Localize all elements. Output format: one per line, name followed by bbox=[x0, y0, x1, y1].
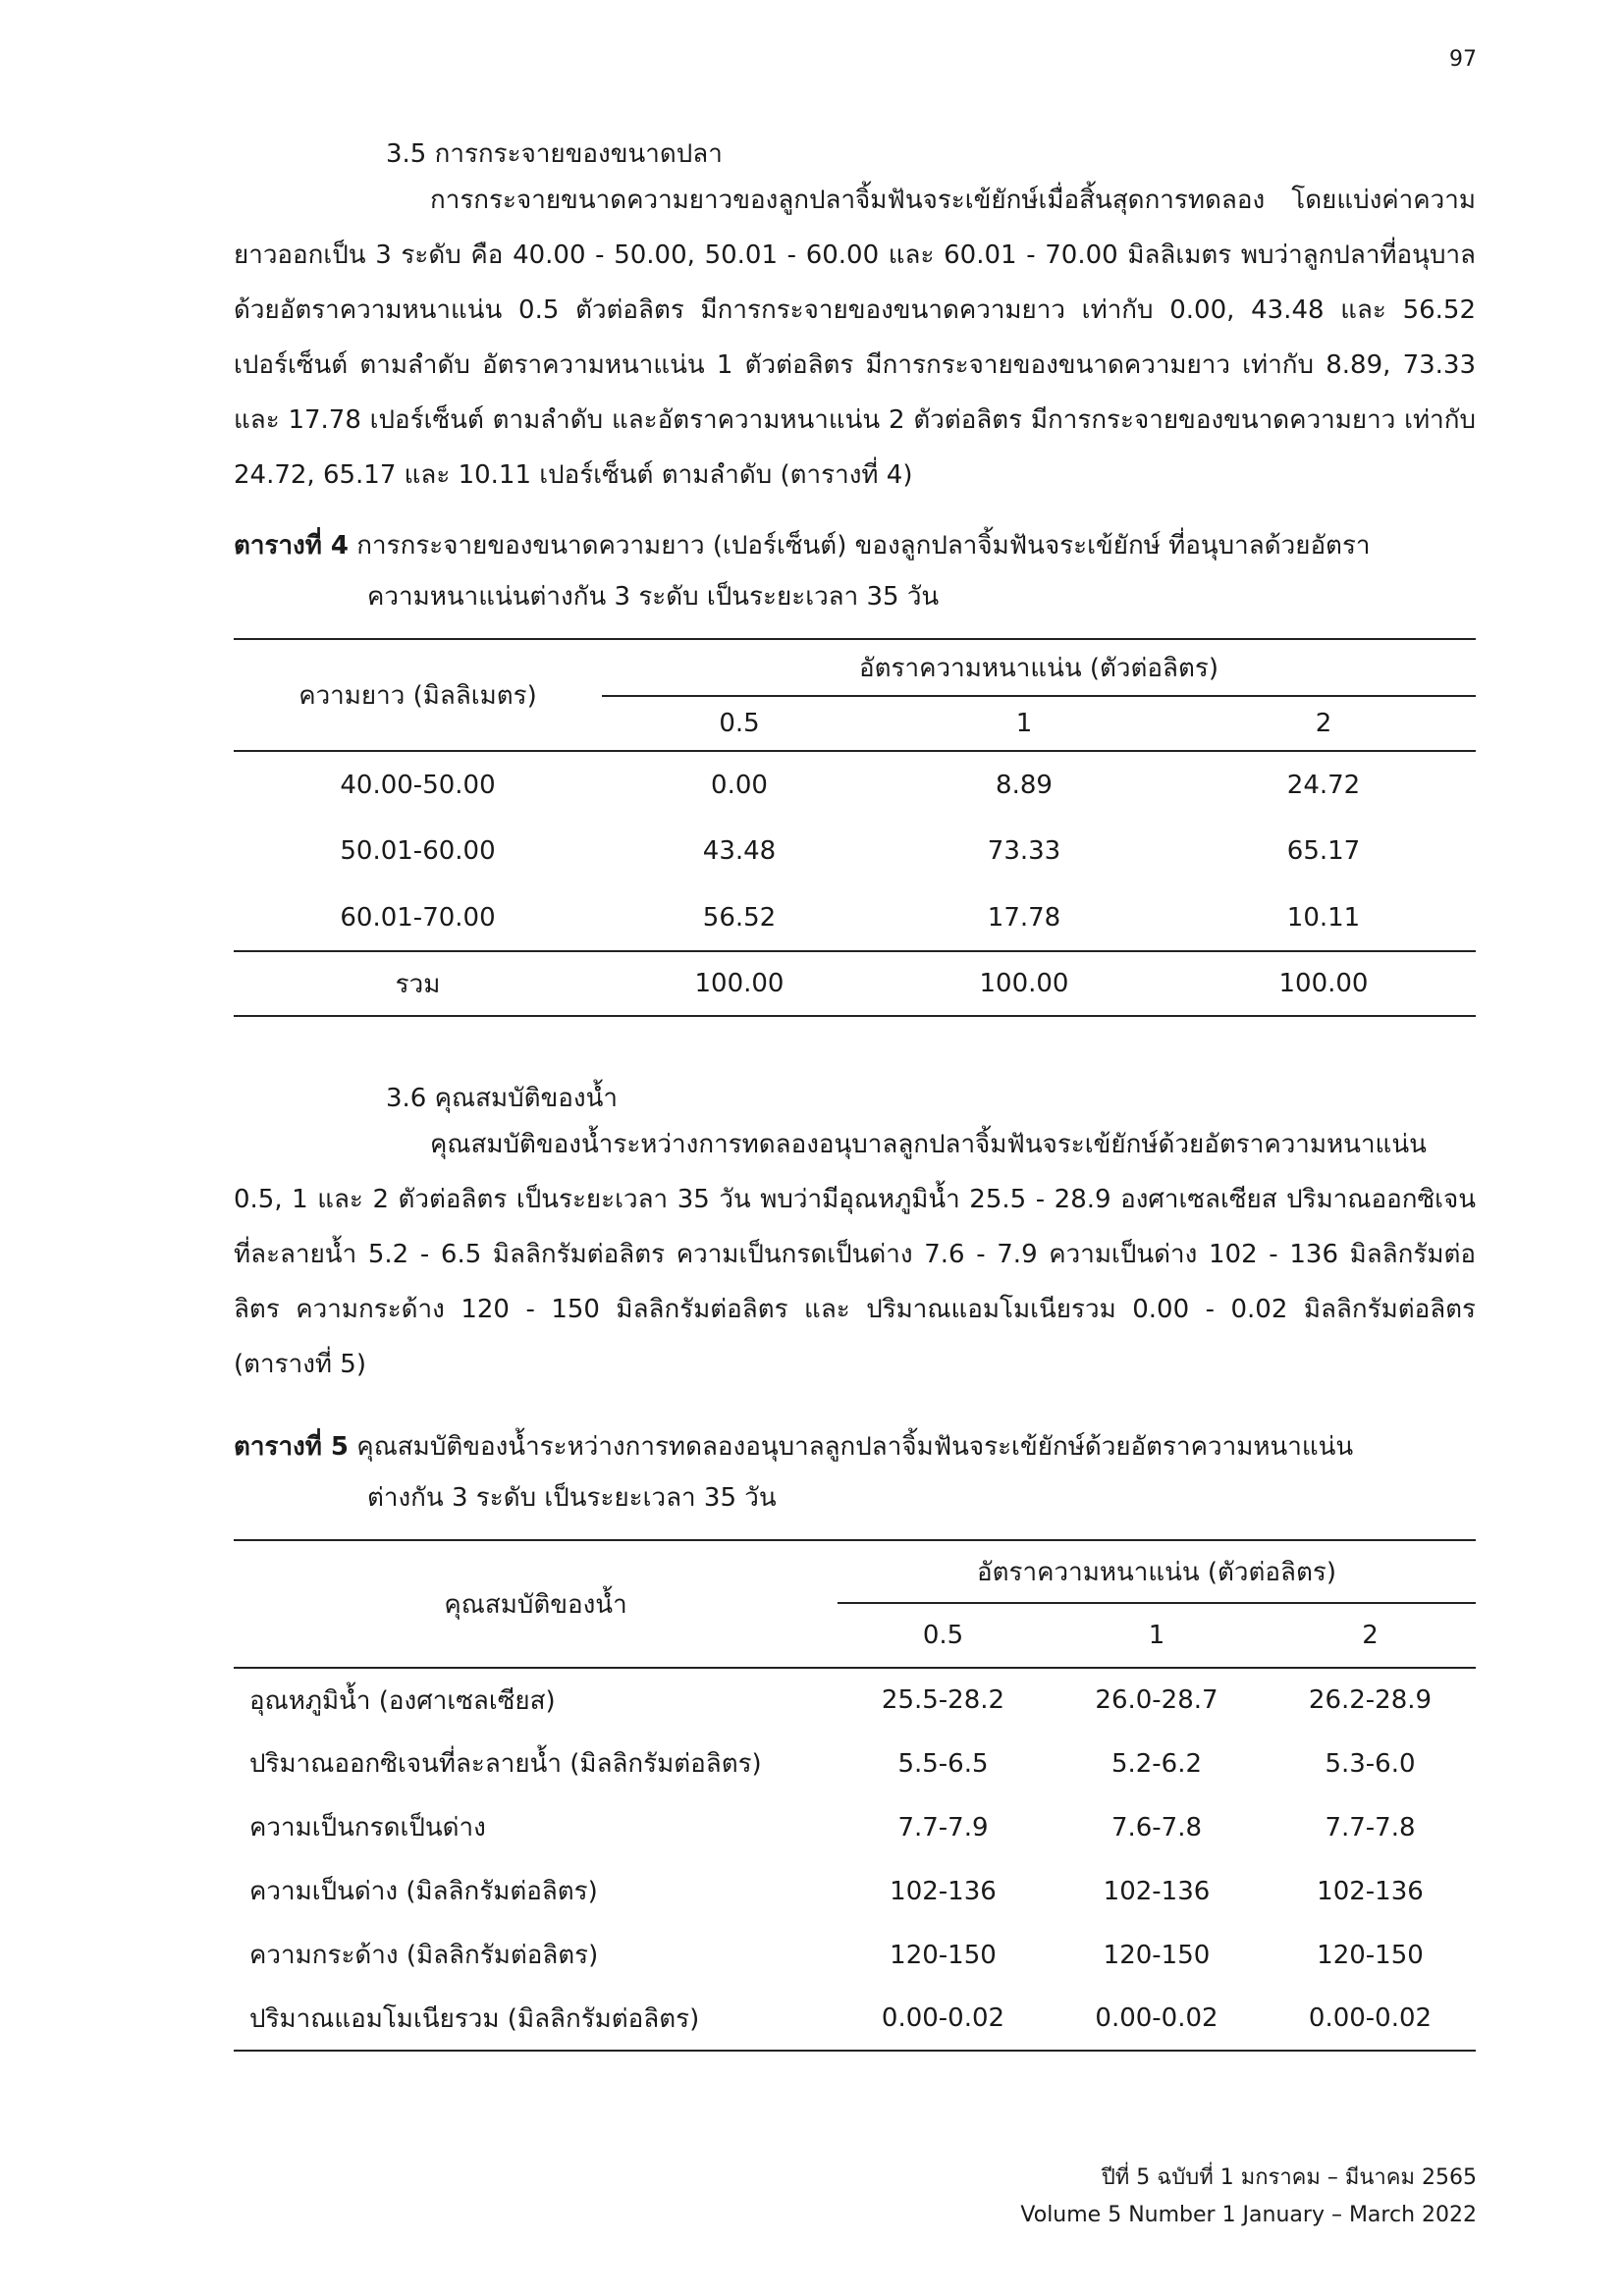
footer-english: Volume 5 Number 1 January – March 2022 bbox=[1020, 2203, 1477, 2227]
table-row bbox=[234, 1987, 1476, 2051]
cell: 10.11 bbox=[1171, 884, 1476, 951]
table4-label: ตารางที่ 4 bbox=[234, 531, 350, 561]
table5-group-header: อัตราความหนาแน่น (ตัวต่อลิตร) bbox=[838, 1540, 1476, 1603]
cell: 0.00-0.02 bbox=[1049, 1987, 1265, 2051]
table5-caption bbox=[234, 1421, 1476, 1523]
cell: 102-136 bbox=[1317, 1876, 1424, 1906]
table4-group-header: อัตราความหนาแน่น (ตัวต่อลิตร) bbox=[602, 639, 1476, 696]
table-row bbox=[234, 1859, 1476, 1923]
cell: 43.48 bbox=[702, 836, 777, 866]
total-label: รวม bbox=[234, 951, 602, 1016]
table5-col-header: 0.5 bbox=[838, 1603, 1049, 1668]
cell: 7.7-7.9 bbox=[897, 1812, 989, 1842]
table5 bbox=[234, 1539, 1476, 2052]
table4-row-header: ความยาว (มิลลิเมตร) bbox=[234, 639, 602, 751]
table4-caption-line1: การกระจายของขนาดความยาว (เปอร์เซ็นต์) ของลูกปลาจิ้มฟันจระเข้ยักษ์ ที่อนุบาลด้วยอัตรา bbox=[356, 531, 1371, 561]
table4-caption bbox=[234, 520, 1476, 622]
cell: 26.0-28.7 bbox=[1095, 1685, 1218, 1715]
cell: 0.00-0.02 bbox=[1265, 1987, 1476, 2051]
cell: 120-150 bbox=[1317, 1940, 1424, 1970]
table-row bbox=[234, 818, 1476, 884]
cell: 100.00 bbox=[602, 951, 877, 1016]
cell: 73.33 bbox=[987, 836, 1061, 866]
cell: 5.5-6.5 bbox=[897, 1748, 989, 1779]
cell: 5.3-6.0 bbox=[1325, 1748, 1416, 1779]
cell: 56.52 bbox=[602, 884, 877, 951]
table4-col-header: 2 bbox=[1171, 696, 1476, 751]
table5-row-header: คุณสมบัติของน้ำ bbox=[234, 1540, 838, 1668]
section-3-5-heading: 3.5 การกระจายของขนาดปลา bbox=[386, 139, 723, 169]
cell: 100.00 bbox=[877, 951, 1171, 1016]
table5-col-header: 2 bbox=[1265, 1603, 1476, 1668]
section-3-5-paragraph bbox=[234, 173, 1476, 503]
table5-label: ตารางที่ 5 bbox=[234, 1432, 350, 1462]
table4-col-header: 0.5 bbox=[602, 696, 877, 751]
row-label: ความเป็นกรดเป็นด่าง bbox=[249, 1813, 486, 1842]
table5-caption-line1: คุณสมบัติของน้ำระหว่างการทดลองอนุบาลลูกปลาจิ้มฟันจระเข้ยักษ์ด้วยอัตราความหนาแน่น bbox=[356, 1432, 1354, 1462]
cell: 24.72 bbox=[1286, 770, 1361, 800]
cell: 7.7-7.8 bbox=[1325, 1812, 1416, 1842]
table5-col-header: 1 bbox=[1049, 1603, 1265, 1668]
cell: 102-136 bbox=[1103, 1876, 1211, 1906]
table4-caption-line2: ความหนาแน่นต่างกัน 3 ระดับ เป็นระยะเวลา 35 วัน bbox=[367, 582, 940, 612]
page-number: 97 bbox=[1449, 47, 1477, 72]
table-row bbox=[234, 884, 1476, 951]
row-label: 50.01-60.00 bbox=[340, 836, 496, 866]
row-label: 60.01-70.00 bbox=[234, 884, 602, 951]
table-row bbox=[234, 1923, 1476, 1987]
cell: 100.00 bbox=[1171, 951, 1476, 1016]
table-row bbox=[234, 1795, 1476, 1859]
table-total-row bbox=[234, 951, 1476, 1016]
cell: 120-150 bbox=[890, 1940, 997, 1970]
cell: 7.6-7.8 bbox=[1110, 1812, 1203, 1842]
table-row bbox=[234, 1668, 1476, 1732]
row-label: ปริมาณออกซิเจนที่ละลายน้ำ (มิลลิกรัมต่อลิตร) bbox=[249, 1749, 762, 1779]
table-row bbox=[234, 751, 1476, 818]
row-label: ความกระด้าง (มิลลิกรัมต่อลิตร) bbox=[249, 1941, 599, 1970]
cell: 5.2-6.2 bbox=[1110, 1748, 1203, 1779]
cell: 17.78 bbox=[877, 884, 1171, 951]
table-row bbox=[234, 1732, 1476, 1795]
cell: 102-136 bbox=[890, 1876, 997, 1906]
table4 bbox=[234, 638, 1476, 1017]
section-3-6-text: คุณสมบัติของน้ำระหว่างการทดลองอนุบาลลูกปลาจิ้มฟันจระเข้ยักษ์ด้วยอัตราความหนาแน่น 0.5, 1 และ 2 ตัวต่อลิตร เป็นระยะเวลา 35 วัน พบว่ามีอุณหภูมิน้ำ 25.5 - 28.9 องศาเซลเซียส ปริมาณออกซิเจนที่ละลายน้ำ 5.2 - 6.5 มิลลิกรัมต่อลิตร ความเป็นกรดเป็นด่าง 7.6 - 7.9 ความเป็นด่าง 102 - 136 มิลลิกรัมต่อลิตร ความกระด้าง 120 - 150 มิลลิกรัมต่อลิตร และ ปริมาณแอมโมเนียรวม 0.00 - 0.02 มิลลิกรัมต่อลิตร (ตารางที่ 5) bbox=[234, 1130, 1476, 1379]
section-3-5-text: การกระจายขนาดความยาวของลูกปลาจิ้มฟันจระเข้ยักษ์เมื่อสิ้นสุดการทดลอง โดยแบ่งค่าความยาวออกเป็น 3 ระดับ คือ 40.00 - 50.00, 50.01 - 60.00 และ 60.01 - 70.00 มิลลิเมตร พบว่าลูกปลาที่อนุบาลด้วยอัตราความหนาแน่น 0.5 ตัวต่อลิตร มีการกระจายของขนาดความยาว เท่ากับ 0.00, 43.48 และ 56.52 เปอร์เซ็นต์ ตามลำดับ อัตราความหนาแน่น 1 ตัวต่อลิตร มีการกระจายของขนาดความยาว เท่ากับ 8.89, 73.33 และ 17.78 เปอร์เซ็นต์ ตามลำดับ และอัตราความหนาแน่น 2 ตัวต่อลิตร มีการกระจายของขนาดความยาว เท่ากับ 24.72, 65.17 และ 10.11 เปอร์เซ็นต์ ตามลำดับ (ตารางที่ 4) bbox=[234, 186, 1476, 490]
cell: 8.89 bbox=[996, 770, 1053, 800]
footer-thai: ปีที่ 5 ฉบับที่ 1 มกราคม – มีนาคม 2565 bbox=[1101, 2165, 1477, 2190]
table5-caption-line2: ต่างกัน 3 ระดับ เป็นระยะเวลา 35 วัน bbox=[367, 1483, 777, 1513]
section-3-6-paragraph bbox=[234, 1117, 1476, 1392]
row-label: อุณหภูมิน้ำ (องศาเซลเซียส) bbox=[249, 1685, 556, 1716]
cell: 0.00-0.02 bbox=[838, 1987, 1049, 2051]
cell: 0.00 bbox=[711, 770, 768, 800]
cell: 120-150 bbox=[1103, 1940, 1211, 1970]
cell: 26.2-28.9 bbox=[1308, 1685, 1433, 1715]
section-3-6-heading: 3.6 คุณสมบัติของน้ำ bbox=[386, 1084, 618, 1113]
cell: 25.5-28.2 bbox=[881, 1685, 1005, 1715]
row-label: ความเป็นด่าง (มิลลิกรัมต่อลิตร) bbox=[249, 1877, 598, 1906]
row-label: 40.00-50.00 bbox=[340, 770, 496, 800]
table4-col-header: 1 bbox=[877, 696, 1171, 751]
cell: 65.17 bbox=[1286, 836, 1361, 866]
row-label: ปริมาณแอมโมเนียรวม (มิลลิกรัมต่อลิตร) bbox=[234, 1987, 838, 2051]
